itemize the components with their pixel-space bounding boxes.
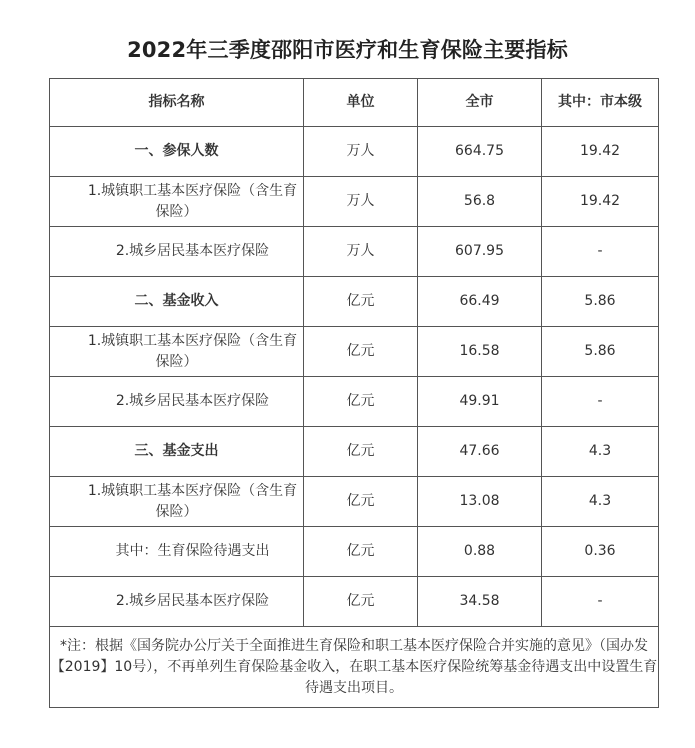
city-value: 66.49: [418, 277, 542, 327]
municipal-value: -: [542, 577, 659, 627]
municipal-value: 19.42: [542, 177, 659, 227]
table-row: [50, 227, 659, 277]
table-row: [50, 477, 659, 527]
column-header-unit: 单位: [304, 79, 418, 127]
indicator-table: [49, 78, 659, 708]
unit-cell: 万人: [304, 227, 418, 277]
municipal-value: 19.42: [542, 127, 659, 177]
unit-cell: 亿元: [304, 477, 418, 527]
city-value: 56.8: [418, 177, 542, 227]
table-row: [50, 327, 659, 377]
city-value: 49.91: [418, 377, 542, 427]
municipal-value: -: [542, 377, 659, 427]
city-value: 16.58: [418, 327, 542, 377]
city-value: 607.95: [418, 227, 542, 277]
indicator-name: 2.城乡居民基本医疗保险: [50, 377, 304, 427]
indicator-name: 1.城镇职工基本医疗保险（含生育保险）: [50, 177, 304, 227]
city-value: 47.66: [418, 427, 542, 477]
column-header-municipal: 其中：市本级: [542, 79, 659, 127]
unit-cell: 万人: [304, 127, 418, 177]
unit-cell: 亿元: [304, 277, 418, 327]
table-row: [50, 527, 659, 577]
indicator-name: 其中：生育保险待遇支出: [50, 527, 304, 577]
table-row: [50, 377, 659, 427]
column-header-indicator: 指标名称: [50, 79, 304, 127]
city-value: 34.58: [418, 577, 542, 627]
unit-cell: 亿元: [304, 327, 418, 377]
municipal-value: 5.86: [542, 277, 659, 327]
table-row: [50, 127, 659, 177]
column-header-city-total: 全市: [418, 79, 542, 127]
municipal-value: -: [542, 227, 659, 277]
unit-cell: 亿元: [304, 577, 418, 627]
unit-cell: 亿元: [304, 527, 418, 577]
page-title: 2022年三季度邵阳市医疗和生育保险主要指标: [127, 38, 568, 62]
unit-cell: 万人: [304, 177, 418, 227]
note-row: [50, 627, 659, 708]
unit-cell: 亿元: [304, 427, 418, 477]
city-value: 0.88: [418, 527, 542, 577]
indicator-name: 2.城乡居民基本医疗保险: [50, 227, 304, 277]
municipal-value: 5.86: [542, 327, 659, 377]
table-row: [50, 427, 659, 477]
municipal-value: 4.3: [542, 427, 659, 477]
indicator-name: 三、基金支出: [50, 427, 304, 477]
footnote: *注：根据《国务院办公厅关于全面推进生育保险和职工基本医疗保险合并实施的意见》（国办发【2019】10号），不再单列生育保险基金收入，在职工基本医疗保险统筹基金待遇支出中设置生育待遇支出项目。: [50, 627, 659, 708]
city-value: 13.08: [418, 477, 542, 527]
table-row: [50, 277, 659, 327]
table-row: [50, 177, 659, 227]
table-row: [50, 577, 659, 627]
indicator-name: 一、参保人数: [50, 127, 304, 177]
table-header-row: [50, 79, 659, 127]
city-value: 664.75: [418, 127, 542, 177]
indicator-name: 二、基金收入: [50, 277, 304, 327]
indicator-name: 1.城镇职工基本医疗保险（含生育保险）: [50, 477, 304, 527]
municipal-value: 4.3: [542, 477, 659, 527]
indicator-name: 1.城镇职工基本医疗保险（含生育保险）: [50, 327, 304, 377]
unit-cell: 亿元: [304, 377, 418, 427]
municipal-value: 0.36: [542, 527, 659, 577]
indicator-name: 2.城乡居民基本医疗保险: [50, 577, 304, 627]
